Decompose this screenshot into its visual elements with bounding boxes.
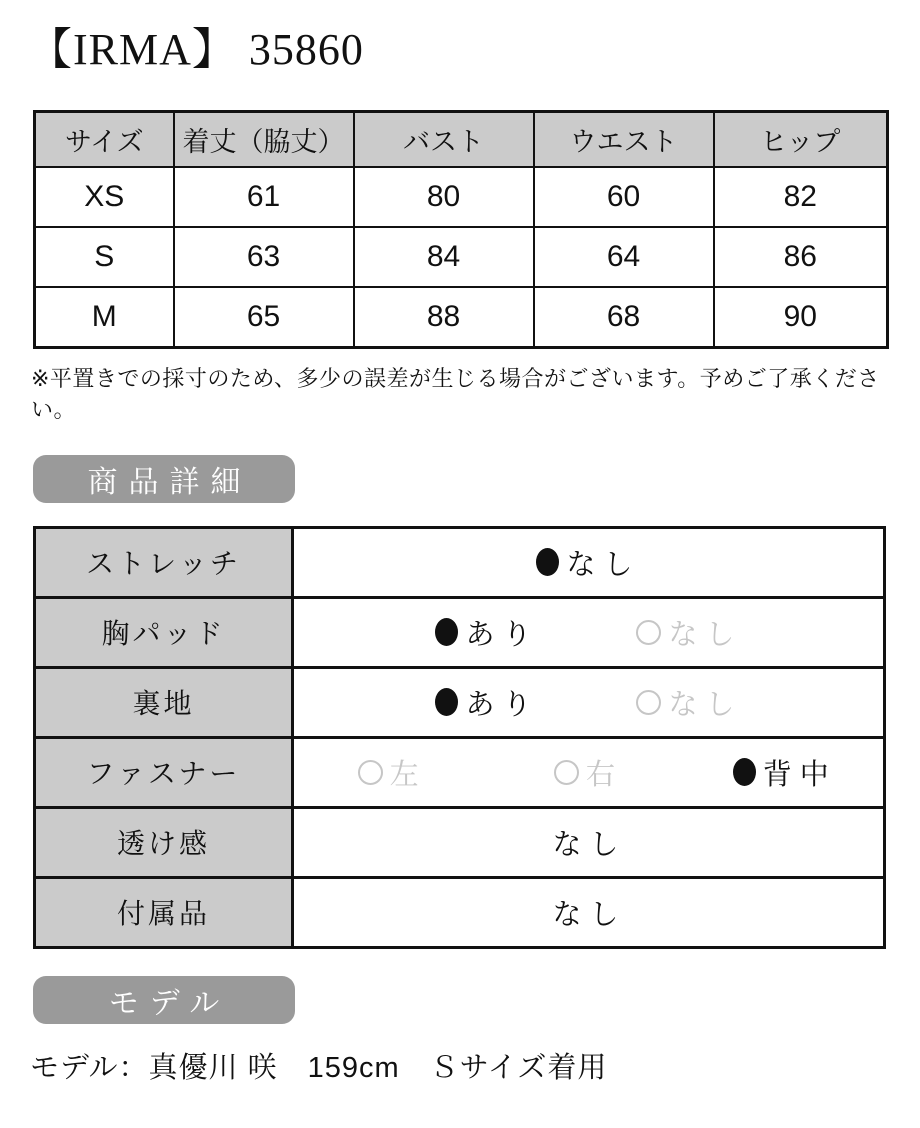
option-label: あり: [465, 688, 540, 721]
detail-row-stretch: [35, 527, 885, 597]
empty-circle-icon: [554, 760, 579, 785]
option-selected: [387, 612, 589, 653]
option-label: なし: [668, 618, 743, 651]
option-unselected: [490, 752, 686, 793]
option-label: なし: [668, 688, 743, 721]
detail-options: [294, 892, 883, 933]
option-label: 右: [585, 758, 623, 791]
detail-options: [294, 542, 883, 583]
detail-row-sheerness: [35, 807, 885, 877]
empty-circle-icon: [636, 620, 661, 645]
column-header-length: 着丈（脇丈）: [174, 111, 354, 167]
section-header-model: モデル: [33, 976, 295, 1024]
section-header-product-details: 商品詳細: [33, 455, 295, 503]
value-cell: 90: [714, 287, 888, 348]
column-header-hip: ヒップ: [714, 111, 888, 167]
value-cell: 84: [354, 227, 534, 287]
page-title: 【IRMA】 35860: [28, 25, 364, 74]
value-cell: 65: [174, 287, 354, 348]
option-label: あり: [465, 618, 540, 651]
model-info: モデル：真優川 咲 159cm Ｓサイズ着用: [30, 1051, 608, 1084]
size-cell: XS: [35, 167, 174, 227]
option-unselected: [589, 682, 791, 723]
value-cell: 64: [534, 227, 714, 287]
option-selected: [536, 542, 640, 583]
value-cell: 61: [174, 167, 354, 227]
column-header-waist: ウエスト: [534, 111, 714, 167]
filled-circle-icon: [733, 758, 756, 786]
detail-row-zipper: [35, 737, 885, 807]
size-cell: M: [35, 287, 174, 348]
table-row-s: [35, 227, 888, 287]
detail-row-lining: [35, 667, 885, 737]
option-label: 左: [389, 758, 427, 791]
value-cell: 68: [534, 287, 714, 348]
option-label: なし: [566, 548, 641, 581]
table-row-m: [35, 287, 888, 348]
value-cell: 63: [174, 227, 354, 287]
value-cell: 80: [354, 167, 534, 227]
detail-options: [294, 612, 883, 653]
size-table-header-row: [35, 111, 888, 167]
product-detail-table: [33, 526, 886, 949]
detail-options: [294, 822, 883, 863]
table-row-xs: [35, 167, 888, 227]
size-cell: S: [35, 227, 174, 287]
detail-label: 透け感: [35, 807, 293, 877]
measurement-disclaimer: ※平置きでの採寸のため、多少の誤差が生じる場合がございます。予めご了承ください。: [31, 365, 880, 422]
size-table: [33, 110, 889, 349]
detail-options: [294, 682, 883, 723]
value-cell: 82: [714, 167, 888, 227]
detail-label: 裏地: [35, 667, 293, 737]
detail-label: ストレッチ: [35, 527, 293, 597]
option-selected: [687, 752, 883, 793]
detail-label: 付属品: [35, 877, 293, 947]
option-value: [550, 892, 626, 933]
column-header-bust: バスト: [354, 111, 534, 167]
option-label: なし: [552, 898, 627, 931]
value-cell: 88: [354, 287, 534, 348]
filled-circle-icon: [435, 618, 458, 646]
empty-circle-icon: [358, 760, 383, 785]
option-label: なし: [552, 828, 627, 861]
detail-row-chest-pad: [35, 597, 885, 667]
filled-circle-icon: [435, 688, 458, 716]
option-value: [550, 822, 626, 863]
detail-label: ファスナー: [35, 737, 293, 807]
column-header-size: サイズ: [35, 111, 174, 167]
filled-circle-icon: [536, 548, 559, 576]
empty-circle-icon: [636, 690, 661, 715]
value-cell: 60: [534, 167, 714, 227]
detail-label: 胸パッド: [35, 597, 293, 667]
option-unselected: [589, 612, 791, 653]
detail-options: [294, 752, 883, 793]
option-selected: [387, 682, 589, 723]
value-cell: 86: [714, 227, 888, 287]
detail-row-accessories: [35, 877, 885, 947]
option-label: 背中: [762, 758, 837, 791]
option-unselected: [294, 752, 490, 793]
